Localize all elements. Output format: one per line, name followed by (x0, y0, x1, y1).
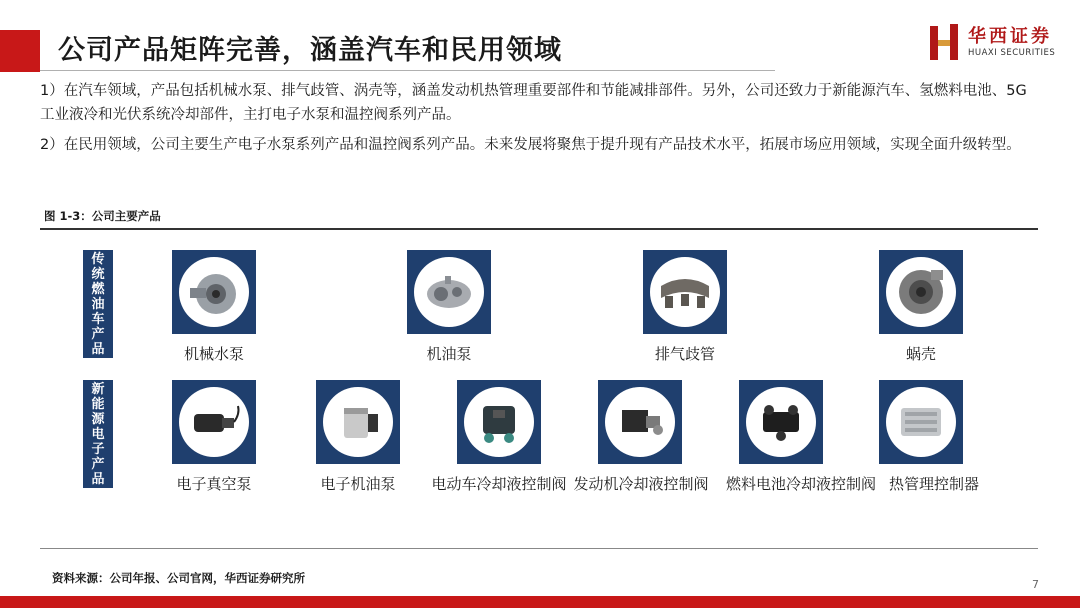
product-label: 蜗壳 (905, 345, 936, 363)
bottom-accent-bar (0, 596, 1080, 608)
engine-coolant-valve-image (612, 394, 668, 450)
product-label: 燃料电池冷却液控制阀 (725, 475, 876, 493)
product-label: 电动车冷却液控制阀 (431, 475, 567, 493)
ev-coolant-valve-image (471, 394, 527, 450)
product-label: 电子机油泵 (320, 475, 396, 493)
vacuum-pump-image (186, 394, 242, 450)
product-tile-engine-coolant-valve (598, 380, 682, 464)
logo-name-en: HUAXI SECURITIES (968, 48, 1056, 58)
logo-name-cn: 华西证券 (968, 26, 1052, 47)
product-tile-thermal-controller (879, 380, 963, 464)
oil-pump-image (421, 264, 477, 320)
exhaust-manifold-image (655, 264, 715, 320)
water-pump-image (186, 264, 242, 320)
source-note: 资料来源：公司年报、公司官网，华西证券研究所 (52, 571, 305, 585)
product-label: 发动机冷却液控制阀 (573, 475, 709, 493)
product-tile-electronic-oil-pump (316, 380, 400, 464)
product-tile-exhaust-manifold (643, 250, 727, 334)
page-title: 公司产品矩阵完善，涵盖汽车和民用领域 (58, 35, 562, 66)
paragraph-civil: 2）在民用领域，公司主要生产电子水泵系列产品和温控阀系列产品。未来发展将聚焦于提升现有产品技术水平，拓展市场应用领域，实现全面升级转型。 (40, 137, 1021, 153)
product-tile-ev-coolant-valve (457, 380, 541, 464)
company-logo (928, 22, 1068, 66)
fuel-cell-valve-image (753, 394, 809, 450)
title-accent-bar (0, 30, 40, 72)
figure-top-rule (40, 228, 1038, 230)
huaxi-logo-icon (928, 22, 962, 62)
category-traditional: 传统燃油车产品 (83, 250, 113, 358)
product-tile-electronic-vacuum-pump (172, 380, 256, 464)
product-tile-fuel-cell-coolant-valve (739, 380, 823, 464)
category-new-energy: 新能源电子产品 (83, 380, 113, 488)
figure-bottom-rule (40, 548, 1038, 549)
volute-image (893, 264, 949, 320)
product-label: 热管理控制器 (888, 475, 979, 493)
product-tile-oil-pump (407, 250, 491, 334)
product-tile-mechanical-water-pump (172, 250, 256, 334)
paragraph-automotive: 1）在汽车领域，产品包括机械水泵、排气歧管、涡壳等，涵盖发动机热管理重要部件和节能减排部件。另外，公司还致力于新能源汽车、氢燃料电池、5G工业液冷和光伏系统冷却部件，主打电子水泵和温控阀系列产品。 (40, 83, 1027, 123)
title-divider (40, 70, 775, 71)
product-label: 机械水泵 (183, 345, 244, 363)
product-label: 机油泵 (426, 345, 472, 363)
page-number: 7 (1032, 578, 1039, 591)
electronic-oil-pump-image (330, 394, 386, 450)
product-tile-volute (879, 250, 963, 334)
figure-label: 图 1-3：公司主要产品 (44, 209, 161, 223)
product-label: 电子真空泵 (176, 475, 252, 493)
product-label: 排气歧管 (654, 345, 715, 363)
thermal-controller-image (893, 394, 949, 450)
